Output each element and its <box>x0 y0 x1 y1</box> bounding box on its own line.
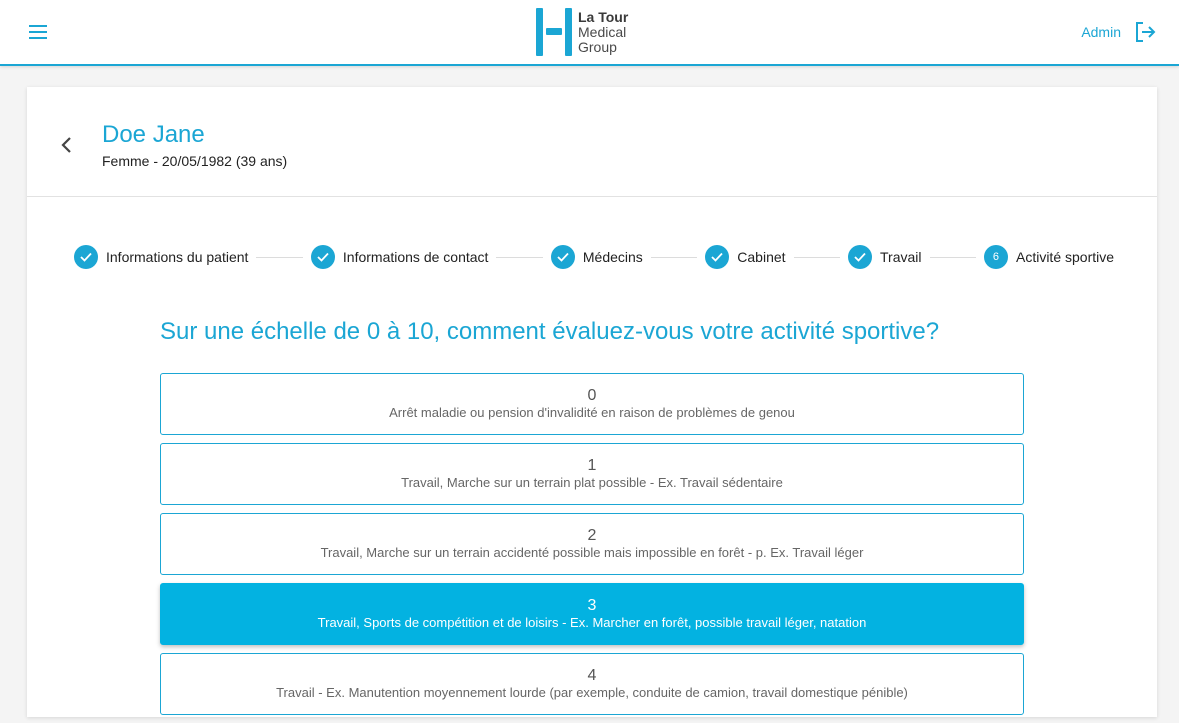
logo <box>535 6 628 58</box>
logo-text <box>578 10 628 55</box>
patient-info: Femme - 20/05/1982 (39 ans) <box>102 153 288 169</box>
option-description: Travail, Marche sur un terrain accidenté possible mais impossible en forêt - p. Ex. Travail léger <box>320 545 864 560</box>
admin-link[interactable]: Admin <box>1081 24 1121 40</box>
check-icon <box>551 245 575 269</box>
check-icon <box>311 245 335 269</box>
app-bar <box>0 0 1179 66</box>
option-3[interactable] <box>160 583 1024 645</box>
option-1[interactable] <box>160 443 1024 505</box>
option-value: 3 <box>587 597 597 614</box>
option-description: Arrêt maladie ou pension d'invalidité en raison de problèmes de genou <box>389 405 795 420</box>
logo-line-3: Group <box>578 38 617 55</box>
step-office[interactable] <box>705 245 785 269</box>
check-icon <box>848 245 872 269</box>
step-connector <box>930 257 976 258</box>
option-description: Travail, Marche sur un terrain plat possible - Ex. Travail sédentaire <box>401 475 783 490</box>
card-header <box>27 87 1157 197</box>
option-0[interactable] <box>160 373 1024 435</box>
option-2[interactable] <box>160 513 1024 575</box>
option-4[interactable] <box>160 653 1024 715</box>
step-label: Activité sportive <box>1015 249 1115 265</box>
stepper <box>74 245 1114 269</box>
step-label: Informations du patient <box>106 249 249 265</box>
option-value: 4 <box>587 667 597 684</box>
step-connector <box>256 257 302 258</box>
step-patient-info[interactable] <box>74 245 248 269</box>
patient-card <box>27 87 1157 717</box>
chevron-left-icon[interactable] <box>55 133 79 157</box>
option-description: Travail, Sports de compétition et de loisirs - Ex. Marcher en forêt, possible travail léger, natation <box>317 615 867 630</box>
step-label: Informations de contact <box>342 249 489 265</box>
question-title: Sur une échelle de 0 à 10, comment évaluez-vous votre activité sportive? <box>160 318 940 345</box>
check-icon <box>74 245 98 269</box>
step-label: Cabinet <box>737 249 786 265</box>
option-description: Travail - Ex. Manutention moyennement lourde (par exemple, conduite de camion, travail domestique pénible) <box>276 685 908 700</box>
step-connector <box>794 257 840 258</box>
step-sport-activity[interactable] <box>984 245 1114 269</box>
logo-line-2: Medical <box>578 23 627 40</box>
step-connector <box>496 257 542 258</box>
logout-icon[interactable] <box>1133 20 1157 44</box>
step-connector <box>651 257 697 258</box>
step-contact-info[interactable] <box>311 245 489 269</box>
options-list <box>160 373 1024 723</box>
check-icon <box>705 245 729 269</box>
logo-line-1: La Tour <box>578 8 629 25</box>
option-value: 0 <box>587 387 597 404</box>
option-value: 2 <box>587 527 597 544</box>
step-label: Travail <box>880 249 922 265</box>
step-label: Médecins <box>582 249 643 265</box>
logo-mark-icon <box>535 7 573 57</box>
step-work[interactable] <box>848 245 922 269</box>
menu-icon[interactable] <box>24 18 52 46</box>
user-area <box>1081 20 1157 44</box>
option-value: 1 <box>587 457 597 474</box>
patient-name: Doe Jane <box>102 121 205 148</box>
step-doctors[interactable] <box>551 245 643 269</box>
step-number: 6 <box>984 245 1008 269</box>
